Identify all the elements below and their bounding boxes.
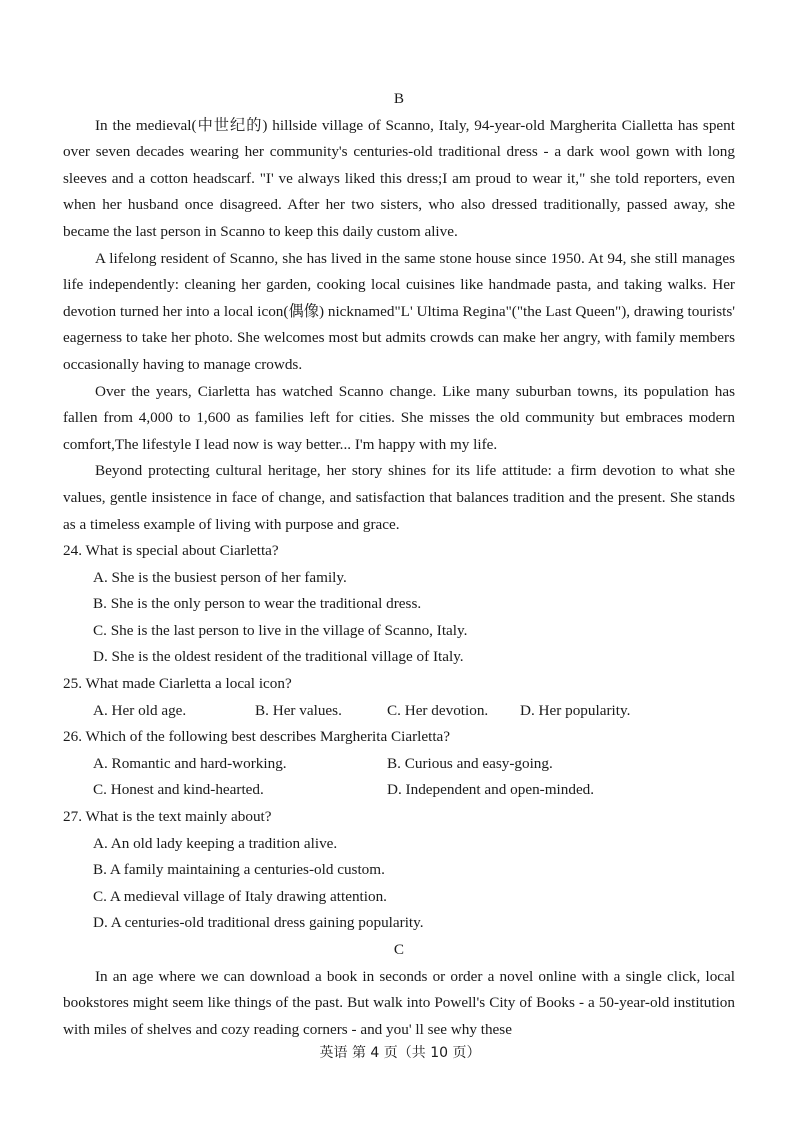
option-c: C. Honest and kind-hearted. (93, 781, 264, 799)
question-25 (63, 671, 735, 724)
page-footer: 英语 第 4 页（共 10 页） (319, 1045, 481, 1061)
option-d: D. Her popularity. (520, 701, 631, 719)
section-b-paragraph-2: A lifelong resident of Scanno, she has lived in the same stone house since 1950. At 94, she still manages life independently: cleaning her garden, cooking local cuisines like handmade pasta, and taking walks. Her devotion turned her into a local icon(偶像) nicknamed"L' Ultima Regina"("the Last Queen"), drawing tourists' eagerness to take her photo. She welcomes most but admits crowds can make her angry, with family members occasionally having to manage crowds. (63, 249, 735, 373)
option-a: A. An old lady keeping a tradition alive. (93, 834, 338, 852)
option-c: C. Her devotion. (387, 701, 489, 719)
section-b-paragraph-4: Beyond protecting cultural heritage, her story shines for its life attitude: a firm devotion to what she values, gentle insistence in face of change, and satisfaction that balances tradition and the present. She stands as a timeless example of living with purpose and grace. (63, 462, 735, 533)
option-b: B. A family maintaining a centuries-old custom. (93, 861, 385, 879)
question-stem: 24. What is special about Ciarletta? (63, 542, 279, 560)
question-stem: 26. Which of the following best describes Margherita Ciarletta? (63, 728, 451, 746)
question-24 (63, 538, 735, 671)
question-stem: 27. What is the text mainly about? (63, 808, 272, 826)
options-row-1 (93, 751, 735, 778)
option-a: A. She is the busiest person of her family. (93, 568, 347, 586)
question-27 (63, 804, 735, 937)
exam-page-content (63, 86, 735, 1043)
option-b: B. Her values. (255, 701, 342, 719)
section-b-paragraph-3: Over the years, Ciarletta has watched Scanno change. Like many suburban towns, its population has fallen from 4,000 to 1,600 as families left for cities. She misses the old community but embraces modern comfort,The lifestyle I lead now is way better... I'm happy with my life. (63, 382, 735, 453)
option-c: C. A medieval village of Italy drawing attention. (93, 887, 387, 905)
section-c-paragraph: In an age where we can download a book in seconds or order a novel online with a single click, local bookstores might seem like things of the past. But walk into Powell's City of Books - a 50-year-old institution with miles of shelves and cozy reading corners - and you' ll see why these (63, 967, 735, 1038)
option-b: B. She is the only person to wear the traditional dress. (93, 595, 422, 613)
section-b-title: B (393, 90, 405, 107)
question-26 (63, 724, 735, 804)
section-c-title: C (393, 941, 405, 958)
option-d: D. She is the oldest resident of the traditional village of Italy. (93, 648, 464, 666)
options-row-2 (93, 777, 735, 804)
option-d: D. Independent and open-minded. (387, 781, 595, 799)
question-stem: 25. What made Ciarletta a local icon? (63, 675, 292, 693)
options-row (93, 698, 735, 725)
option-b: B. Curious and easy-going. (387, 754, 553, 772)
section-b-paragraph-1: In the medieval(中世纪的) hillside village of Scanno, Italy, 94-year-old Margherita Cialletta has spent over seven decades wearing her community's centuries-old traditional dress - a dark wool gown with long sleeves and a cotton headscarf. "I' ve always liked this dress;I am proud to wear it," she told reporters, even when her husband once disagreed. After her two sisters, who also dressed traditionally, passed away, she became the last person in Scanno to keep this daily custom alive. (63, 116, 735, 240)
option-c: C. She is the last person to live in the village of Scanno, Italy. (93, 621, 468, 639)
option-d: D. A centuries-old traditional dress gaining popularity. (93, 914, 424, 932)
option-a: A. Her old age. (93, 701, 187, 719)
option-a: A. Romantic and hard-working. (93, 754, 287, 772)
